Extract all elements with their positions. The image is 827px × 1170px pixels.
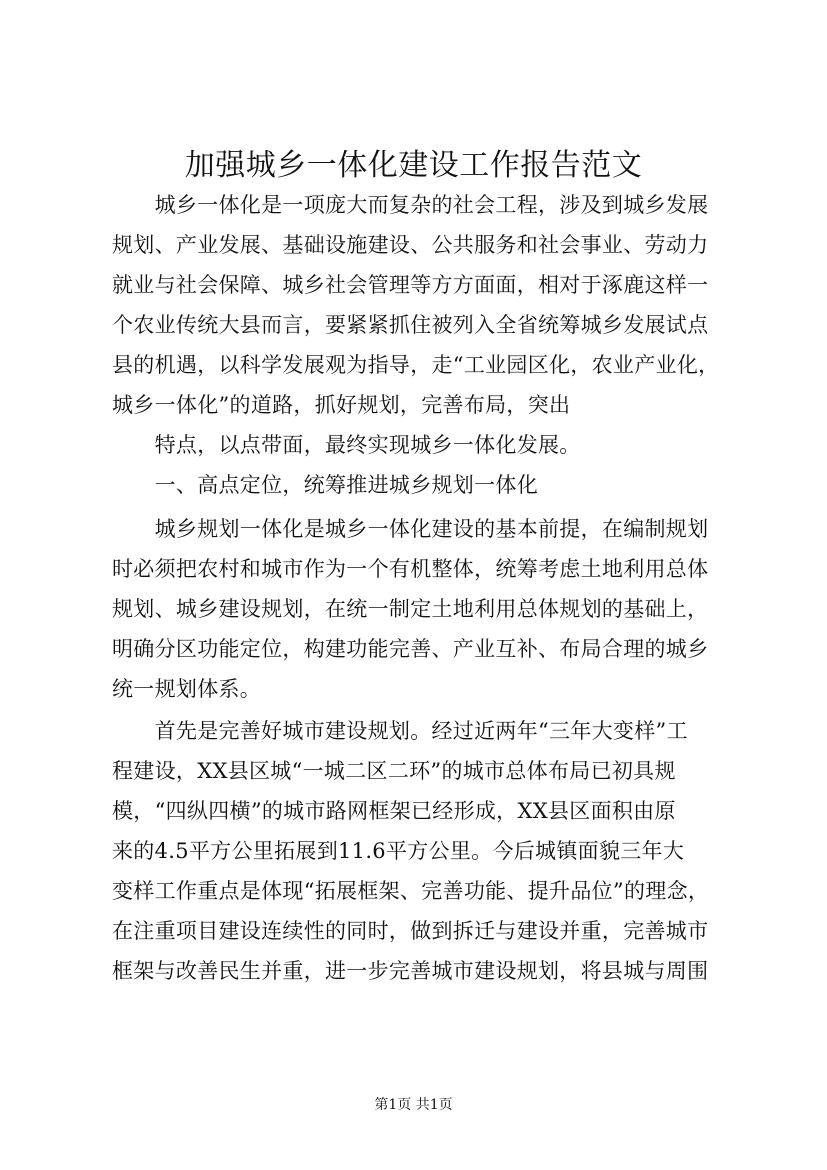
text-line: 在注重项目建设连续性的同时，做到拆迁与建设并重，完善城市 (112, 919, 709, 943)
section-heading: 一、高点定位，统筹推进城乡规划一体化 (112, 473, 538, 497)
text-line: 明确分区功能定位，构建功能完善、产业互补、布局合理的城乡 (112, 637, 709, 661)
text-line: 城乡规划一体化是城乡一体化建设的基本前提，在编制规划 (112, 517, 709, 541)
document-title: 加强城乡一体化建设工作报告范文 (184, 148, 643, 183)
text-line: 规划、城乡建设规划，在统一制定土地利用总体规划的基础上， (112, 597, 709, 621)
text-line: 框架与改善民生并重，进一步完善城市建设规划，将县城与周围 (112, 959, 709, 983)
text-line: 来的4.5平方公里拓展到11.6平方公里。今后城镇面貌三年大 (112, 839, 685, 863)
text-line: 时必须把农村和城市作为一个有机整体，统筹考虑土地利用总体 (112, 557, 709, 581)
text-line: 就业与社会保障、城乡社会管理等方方面面，相对于涿鹿这样一 (112, 273, 709, 297)
page-number-footer: 第1页 共1页 (374, 1097, 453, 1113)
text-line: 首先是完善好城市建设规划。经过近两年“三年大变样”工 (112, 719, 688, 743)
text-line: 变样工作重点是体现“拓展框架、完善功能、提升品位”的理念， (112, 879, 710, 903)
text-line: 程建设，XX县区城“一城二区二环”的城市总体布局已初具规 (112, 759, 676, 783)
text-line: 特点，以点带面，最终实现城乡一体化发展。 (112, 433, 581, 457)
text-line: 个农业传统大县而言，要紧紧抓住被列入全省统筹城乡发展试点 (112, 313, 709, 337)
text-line: 统一规划体系。 (112, 677, 262, 701)
text-line: 模，“四纵四横”的城市路网框架已经形成，XX县区面积由原 (112, 799, 676, 823)
text-line: 县的机遇，以科学发展观为指导，走“工业园区化，农业产业化， (112, 353, 720, 377)
text-line: 城乡一体化是一项庞大而复杂的社会工程，涉及到城乡发展 (112, 193, 709, 217)
text-line: 城乡一体化”的道路，抓好规划，完善布局，突出 (112, 393, 571, 417)
text-line: 规划、产业发展、基础设施建设、公共服务和社会事业、劳动力 (112, 233, 709, 257)
